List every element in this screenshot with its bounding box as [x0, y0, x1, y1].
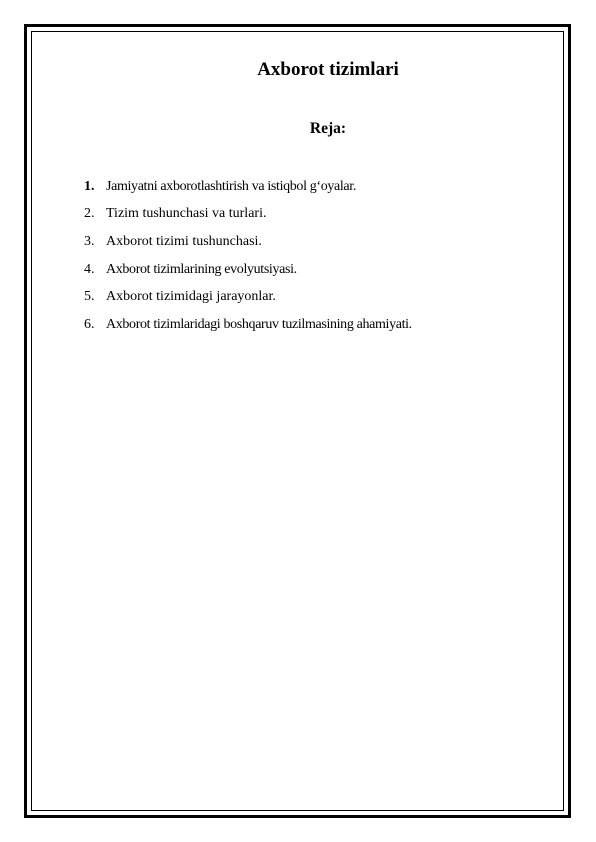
plan-item-text: Axborot tizimlarining evolyutsiyasi.	[106, 261, 297, 277]
page-border-outer	[24, 24, 571, 818]
plan-item-1	[84, 173, 412, 201]
plan-item-3	[84, 228, 412, 256]
plan-item-4	[84, 256, 412, 284]
plan-item-number: 4.	[84, 261, 95, 277]
plan-item-text: Axborot tizimidagi jarayonlar.	[106, 289, 276, 305]
plan-item-number: 3.	[84, 233, 95, 249]
plan-item-text: Jamiyatni axborotlashtirish va istiqbol g‘oyalar.	[106, 178, 356, 194]
plan-item-number: 1.	[84, 178, 95, 194]
plan-heading: Reja:	[309, 120, 347, 137]
plan-item-text: Axborot tizimi tushunchasi.	[106, 233, 262, 249]
page-border-inner	[31, 31, 564, 811]
plan-item-6	[84, 311, 412, 339]
plan-list	[84, 173, 412, 339]
plan-item-number: 2.	[84, 206, 95, 222]
plan-item-2	[84, 201, 412, 229]
plan-item-number: 6.	[84, 316, 95, 332]
plan-item-number: 5.	[84, 289, 95, 305]
plan-item-text: Axborot tizimlaridagi boshqaruv tuzilmasining ahamiyati.	[106, 316, 412, 332]
plan-item-text: Tizim tushunchasi va turlari.	[106, 206, 267, 222]
plan-item-5	[84, 283, 412, 311]
document-title: Axborot tizimlari	[257, 59, 399, 80]
